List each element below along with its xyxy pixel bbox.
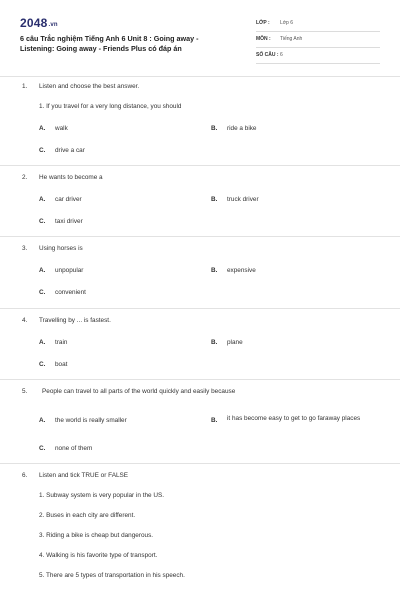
option-text: none of them bbox=[55, 445, 93, 452]
question-text: People can travel to all parts of the world quickly and easily because bbox=[42, 388, 236, 395]
question-number: 5. bbox=[22, 388, 28, 395]
statement-3: 3. Riding a bike is cheap but dangerous. bbox=[39, 532, 154, 539]
option-letter: B. bbox=[211, 196, 218, 203]
question-text: Listen and choose the best answer. bbox=[39, 83, 140, 90]
title-line-1: 6 câu Trắc nghiệm Tiếng Anh 6 Unit 8 : Going away - bbox=[20, 34, 199, 43]
option-text: drive a car bbox=[55, 147, 85, 154]
meta-value: Lớp 6 bbox=[280, 20, 294, 26]
option-letter: C. bbox=[39, 361, 46, 368]
option-text: expensive bbox=[227, 267, 256, 274]
option-text: plane bbox=[227, 339, 243, 346]
option-text: truck driver bbox=[227, 196, 259, 203]
option-text: ride a bike bbox=[227, 125, 257, 132]
option-text: it has become easy to get to go faraway places bbox=[227, 415, 361, 422]
option-text: convenient bbox=[55, 289, 86, 296]
question-divider bbox=[0, 379, 400, 380]
option-text: taxi driver bbox=[55, 218, 83, 225]
meta-value: Tiếng Anh bbox=[280, 36, 303, 42]
meta-row-count bbox=[256, 48, 380, 64]
question-number: 3. bbox=[22, 245, 28, 252]
question-1-sub: 1. If you travel for a very long distance, you should bbox=[39, 103, 182, 110]
meta-row-subject bbox=[256, 32, 380, 48]
statement-4: 4. Walking is his favorite type of transport. bbox=[39, 552, 158, 559]
option-letter: C. bbox=[39, 289, 46, 296]
document-title bbox=[20, 34, 240, 54]
meta-value: 6 bbox=[280, 52, 283, 58]
option-text: walk bbox=[55, 125, 68, 132]
meta-key: LỚP : bbox=[256, 20, 270, 26]
option-text: car driver bbox=[55, 196, 82, 203]
question-number: 6. bbox=[22, 472, 28, 479]
header-divider bbox=[0, 76, 400, 77]
option-letter: C. bbox=[39, 147, 46, 154]
statement-1: 1. Subway system is very popular in the US. bbox=[39, 492, 165, 499]
option-letter: C. bbox=[39, 445, 46, 452]
question-divider bbox=[0, 236, 400, 237]
question-text: Travelling by ... is fastest. bbox=[39, 317, 111, 324]
option-letter: A. bbox=[39, 267, 46, 274]
meta-key: MÔN : bbox=[256, 36, 271, 42]
question-divider bbox=[0, 463, 400, 464]
option-text: the world is really smaller bbox=[55, 417, 127, 424]
site-logo[interactable] bbox=[20, 16, 58, 30]
option-letter: A. bbox=[39, 196, 46, 203]
statement-5: 5. There are 5 types of transportation in his speech. bbox=[39, 572, 185, 579]
page-header bbox=[20, 14, 380, 70]
meta-key: SỐ CÂU : bbox=[256, 52, 279, 58]
option-letter: B. bbox=[211, 125, 218, 132]
question-number: 4. bbox=[22, 317, 28, 324]
title-line-2: Listening: Going away - Friends Plus có đáp án bbox=[20, 44, 182, 53]
option-letter: B. bbox=[211, 267, 218, 274]
meta-row-class bbox=[256, 16, 380, 32]
option-letter: B. bbox=[211, 417, 218, 424]
option-text: train bbox=[55, 339, 68, 346]
question-text: Using horses is bbox=[39, 245, 83, 252]
option-letter: A. bbox=[39, 417, 46, 424]
meta-panel bbox=[256, 16, 380, 64]
statement-2: 2. Buses in each city are different. bbox=[39, 512, 136, 519]
question-text: Listen and tick TRUE or FALSE bbox=[39, 472, 129, 479]
option-text: boat bbox=[55, 361, 68, 368]
logo-text: 2048 bbox=[20, 16, 48, 30]
option-text: unpopular bbox=[55, 267, 84, 274]
option-letter: A. bbox=[39, 125, 46, 132]
option-letter: B. bbox=[211, 339, 218, 346]
question-text: He wants to become a bbox=[39, 174, 103, 181]
question-number: 1. bbox=[22, 83, 28, 90]
option-letter: C. bbox=[39, 218, 46, 225]
question-divider bbox=[0, 308, 400, 309]
question-number: 2. bbox=[22, 174, 28, 181]
option-letter: A. bbox=[39, 339, 46, 346]
logo-suffix: .vn bbox=[48, 22, 58, 28]
question-divider bbox=[0, 165, 400, 166]
